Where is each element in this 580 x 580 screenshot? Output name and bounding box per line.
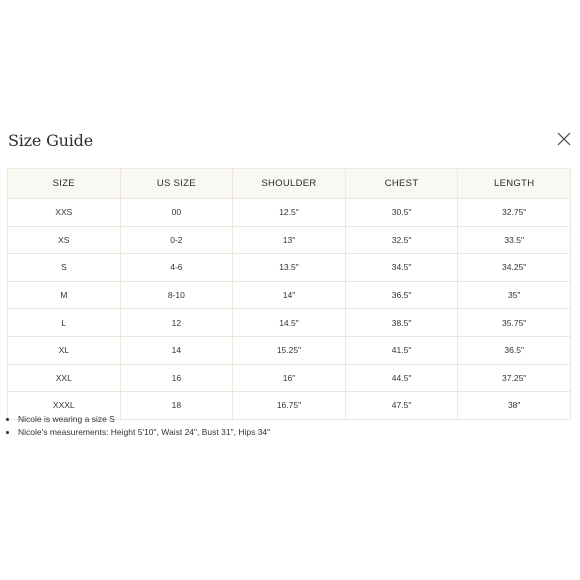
cell-size: XXS: [8, 199, 121, 227]
cell-chest: 47.5": [345, 392, 458, 420]
cell-chest: 36.5": [345, 281, 458, 309]
cell-us-size: 12: [120, 309, 233, 337]
cell-length: 35.75": [458, 309, 571, 337]
cell-length: 36.5": [458, 336, 571, 364]
cell-chest: 34.5": [345, 254, 458, 282]
list-item: • Nicole is wearing a size S: [18, 413, 270, 426]
table-row: [8, 199, 571, 227]
cell-chest: 38.5": [345, 309, 458, 337]
cell-length: 32.75": [458, 199, 571, 227]
cell-size: M: [8, 281, 121, 309]
table-row: [8, 309, 571, 337]
modal-title: Size Guide: [8, 131, 93, 150]
cell-chest: 41.5": [345, 336, 458, 364]
cell-shoulder: 16.75": [233, 392, 346, 420]
cell-chest: 30.5": [345, 199, 458, 227]
cell-size: XL: [8, 336, 121, 364]
cell-shoulder: 14": [233, 281, 346, 309]
cell-shoulder: 13.5": [233, 254, 346, 282]
cell-length: 34.25": [458, 254, 571, 282]
cell-size: XS: [8, 226, 121, 254]
cell-us-size: 14: [120, 336, 233, 364]
size-table: [7, 168, 571, 420]
model-notes: [8, 413, 270, 439]
column-header-shoulder: SHOULDER: [233, 169, 346, 199]
table-header-row: [8, 169, 571, 199]
cell-size: S: [8, 254, 121, 282]
cell-shoulder: 13": [233, 226, 346, 254]
close-button[interactable]: [556, 131, 574, 149]
cell-us-size: 16: [120, 364, 233, 392]
table-row: [8, 254, 571, 282]
cell-size: XXXL: [8, 392, 121, 420]
cell-shoulder: 15.25": [233, 336, 346, 364]
column-header-length: LENGTH: [458, 169, 571, 199]
cell-us-size: 4-6: [120, 254, 233, 282]
list-item: • Nicole's measurements: Height 5'10", Waist 24", Bust 31", Hips 34": [18, 426, 270, 439]
column-header-size: SIZE: [8, 169, 121, 199]
cell-length: 37.25": [458, 364, 571, 392]
cell-chest: 44.5": [345, 364, 458, 392]
cell-length: 38": [458, 392, 571, 420]
column-header-us-size: US SIZE: [120, 169, 233, 199]
cell-size: XXL: [8, 364, 121, 392]
table-row: [8, 336, 571, 364]
cell-us-size: 8-10: [120, 281, 233, 309]
cell-length: 35": [458, 281, 571, 309]
cell-chest: 32.5": [345, 226, 458, 254]
cell-shoulder: 12.5": [233, 199, 346, 227]
cell-us-size: 00: [120, 199, 233, 227]
column-header-chest: CHEST: [345, 169, 458, 199]
table-row: [8, 281, 571, 309]
table-row: [8, 364, 571, 392]
cell-us-size: 0-2: [120, 226, 233, 254]
table-row: [8, 226, 571, 254]
cell-size: L: [8, 309, 121, 337]
close-icon: [556, 131, 572, 147]
cell-us-size: 18: [120, 392, 233, 420]
cell-length: 33.5": [458, 226, 571, 254]
cell-shoulder: 14.5": [233, 309, 346, 337]
cell-shoulder: 16": [233, 364, 346, 392]
